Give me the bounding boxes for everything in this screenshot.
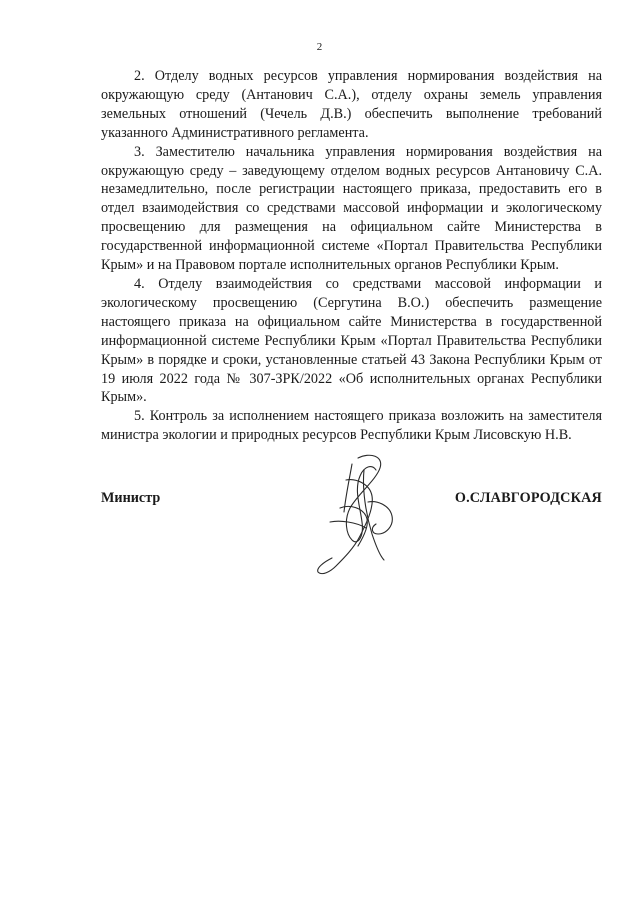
paragraph-3: 3. Заместителю начальника управления нормирования воздействия на окружающую среду – заведующему отделом водных ресурсов Антановичу С.А. незамедлительно, после регистрации настоящего приказа, предоставить его в отдел взаимодействия со средствами массовой информации и экологическому просвещению для размещения на официальном сайте Министерства в государственной информационной системе «Портал Правительства Республики Крым» и на Правовом портале исполнительных органов Республики Крым. [101, 143, 602, 274]
signatory-name: О.СЛАВГОРОДСКАЯ [454, 490, 602, 506]
paragraph-4: 4. Отделу взаимодействия со средствами массовой информации и экологическому просвещению (Сергутина В.О.) обеспечить размещение настоящего приказа на официальном сайте Министерства в государственной информационной системе Республики Крым «Портал Правительства Республики Крым» в порядке и сроки, установленные статьей 43 Закона Республики Крым от 19 июля 2022 года № 307-ЗРК/2022 «Об исполнительных органах Республики Крым». [101, 275, 602, 406]
document-body [101, 67, 602, 445]
handwritten-signature [300, 450, 420, 580]
signatory-title: Министр [101, 490, 161, 506]
paragraph-5: 5. Контроль за исполнением настоящего приказа возложить на заместителя министра экологии и природных ресурсов Республики Крым Лисовскую Н.В. [101, 408, 602, 444]
page-number: 2 [316, 41, 323, 53]
paragraph-2: 2. Отделу водных ресурсов управления нормирования воздействия на окружающую среду (Антанович С.А.), отделу охраны земель управления земельных отношений (Чечель Д.В.) обеспечить выполнение требований указанного Административного регламента. [101, 68, 602, 141]
